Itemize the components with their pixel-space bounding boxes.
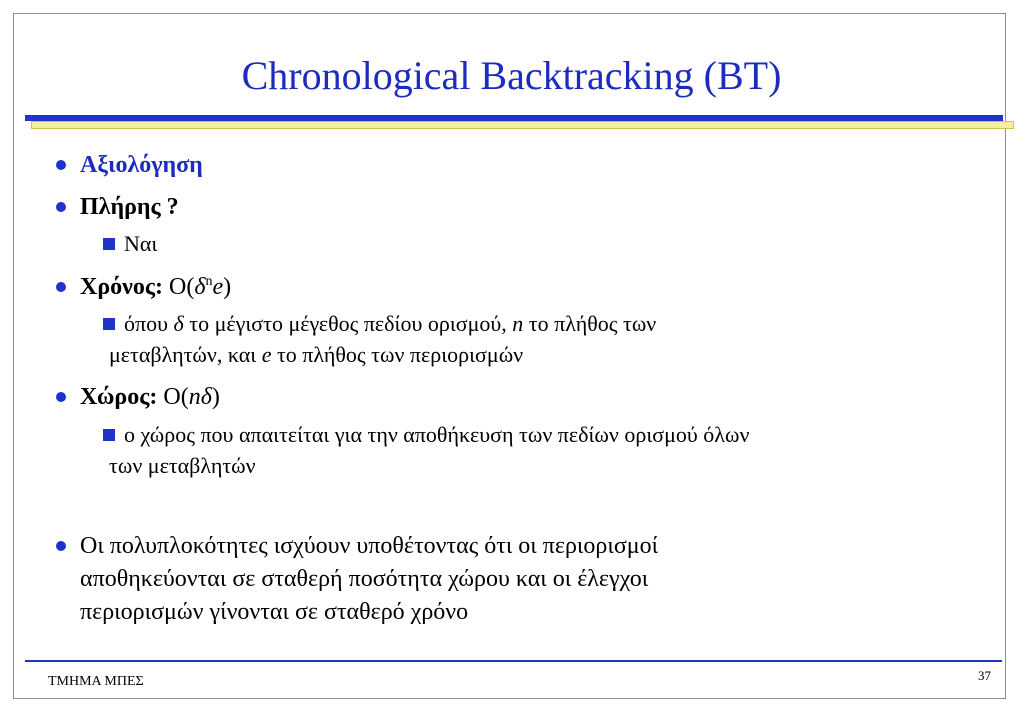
time-complexity <box>169 274 231 300</box>
subbullet-complete-answer: Ναι <box>124 231 158 256</box>
title-underline-blue <box>25 115 1003 121</box>
bullet-assumption-line1: Οι πολυπλοκότητες ισχύουν υποθέτοντας ότι οι περιορισμοί <box>80 533 659 559</box>
text-run: το μέγιστο μέγεθος πεδίου ορισμού, <box>183 311 513 336</box>
title-underline-yellow <box>31 121 1014 129</box>
subbullet-time-note-line1 <box>124 309 656 339</box>
time-close: ) <box>223 274 232 300</box>
bullet-assumption-line3: περιορισμών γίνονται σε σταθερό χρόνο <box>80 599 469 625</box>
time-delta: δ <box>194 274 206 300</box>
bullet-assumption-line2: αποθηκεύονται σε σταθερή ποσότητα χώρου και οι έλεγχοι <box>80 566 649 592</box>
text-run-italic: n <box>512 311 524 336</box>
space-label: Χώρος: <box>80 384 158 410</box>
bullet-square-icon <box>103 429 115 441</box>
bullet-dot-icon <box>56 202 66 212</box>
bullet-dot-icon <box>56 392 66 402</box>
subbullet-space-note-line2: των μεταβλητών <box>109 453 256 478</box>
footer-department: ΤΜΗΜΑ ΜΠΕΣ <box>48 674 144 689</box>
bullet-dot-icon <box>56 282 66 292</box>
text-run: όπου <box>124 311 174 336</box>
text-run: το πλήθος των περιορισμών <box>271 342 524 367</box>
text-run: το πλήθος των <box>523 311 657 336</box>
bullet-space <box>80 382 220 412</box>
bullet-dot-icon <box>56 160 66 170</box>
text-run: μεταβλητών, και <box>109 342 262 367</box>
text-run-italic: δ <box>173 311 184 336</box>
time-exponent: n <box>205 274 213 289</box>
space-o: O( <box>163 384 189 410</box>
slide-title: Chronological Backtracking (BT) <box>241 53 782 98</box>
time-label: Χρόνος: <box>80 274 164 300</box>
time-e: e <box>212 274 224 300</box>
space-complexity <box>163 384 219 410</box>
bullet-complete: Πλήρης ? <box>80 194 179 220</box>
text-run-italic: e <box>261 342 272 367</box>
bullet-time <box>80 272 231 302</box>
subbullet-space-note-line1: ο χώρος που απαιτείται για την αποθήκευση των πεδίων ορισμού όλων <box>124 422 750 447</box>
bullet-square-icon <box>103 238 115 250</box>
space-close: ) <box>211 384 220 410</box>
bullet-dot-icon <box>56 541 66 551</box>
subbullet-time-note-line2 <box>109 340 523 370</box>
bullet-evaluation: Αξιολόγηση <box>80 152 203 178</box>
footer-rule <box>25 660 1002 662</box>
bullet-square-icon <box>103 318 115 330</box>
time-o: O( <box>169 274 195 300</box>
page-number: 37 <box>978 668 991 683</box>
space-nd: nδ <box>188 384 212 410</box>
